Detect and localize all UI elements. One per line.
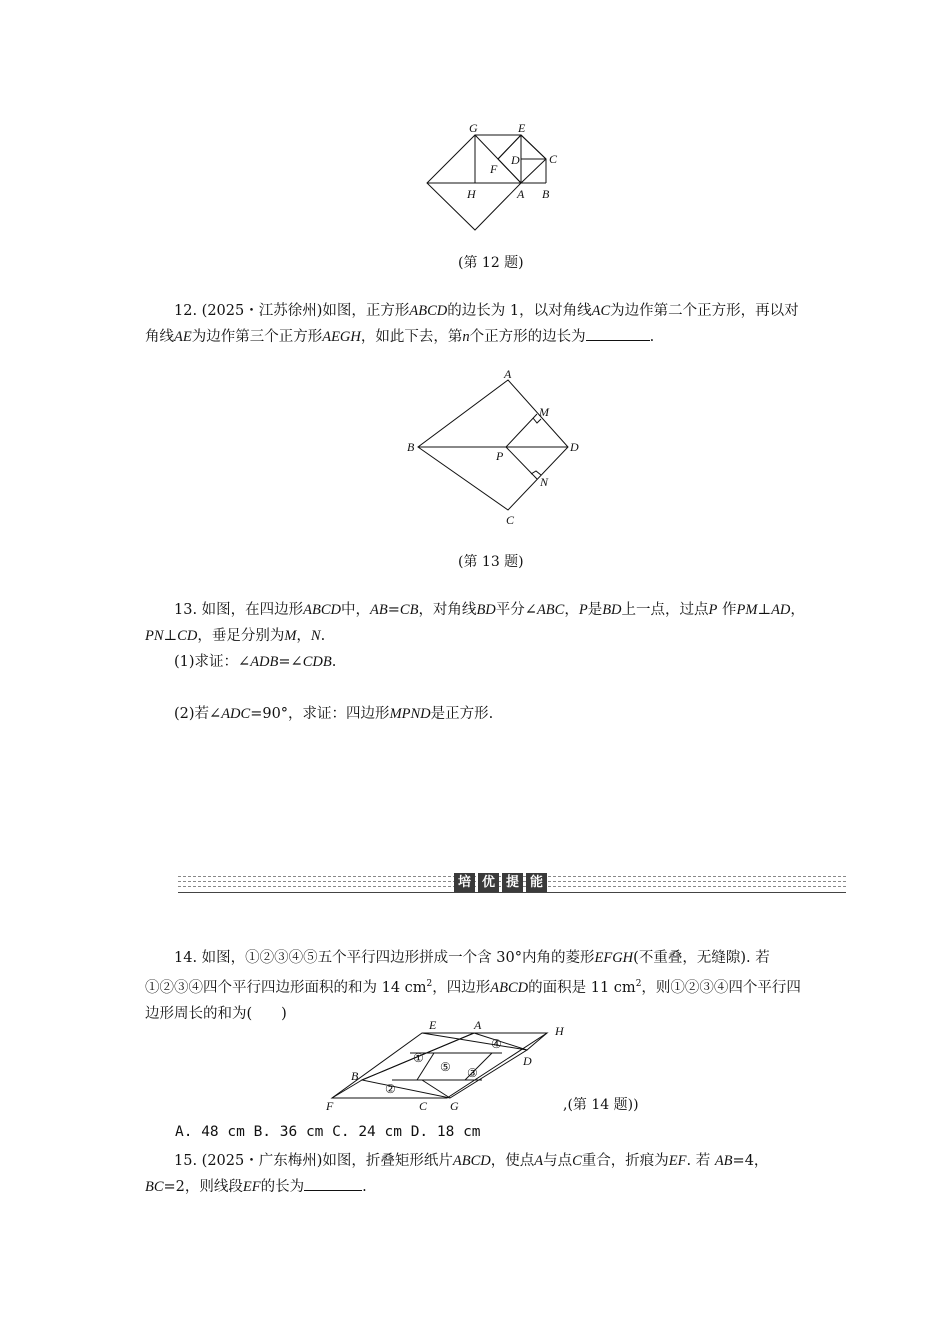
q12-name: n — [462, 329, 470, 345]
q13-name: CD — [177, 628, 198, 644]
figure-14-diagram — [322, 1018, 572, 1116]
label-e: E — [429, 1018, 437, 1032]
q13-part-2 — [145, 701, 810, 727]
q13-name: ABCD — [303, 602, 342, 618]
label-n: N — [540, 475, 549, 489]
q13-text: ， — [296, 628, 311, 644]
q13-name: PM — [736, 602, 758, 618]
section-title-char: 提 — [502, 873, 523, 892]
label-f: F — [490, 162, 498, 176]
q13-name: ABC — [536, 602, 565, 618]
figure-13 — [400, 370, 585, 530]
q13-part-1 — [145, 649, 810, 675]
q13-name: BD — [476, 602, 496, 618]
q13-name: AB — [370, 602, 388, 618]
figure-12 — [415, 118, 565, 236]
q15-end: . — [362, 1179, 367, 1195]
region-5-label: ⑤ — [440, 1060, 451, 1074]
q13-text: ，对角线 — [418, 602, 477, 618]
region-2-label: ② — [385, 1082, 396, 1096]
q13-text: . — [320, 628, 326, 644]
q13-text: ， — [564, 602, 579, 618]
section-title — [454, 873, 547, 892]
figure-12-diagram — [415, 118, 565, 236]
label-c: C — [419, 1099, 428, 1113]
label-h: H — [555, 1024, 564, 1038]
q12-text: 的边长为 1，以对角线 — [447, 303, 592, 319]
q15-name: AB — [714, 1153, 733, 1169]
label-d: D — [511, 153, 520, 167]
q13-part1-text: . — [331, 654, 337, 670]
q13-name: CB — [399, 602, 419, 618]
q13-text: ， — [790, 602, 805, 618]
q14-name: EFGH — [594, 950, 634, 966]
question-12 — [145, 298, 810, 350]
q13-name: M — [284, 628, 297, 644]
q12-text: 为边作第三个正方形 — [191, 329, 323, 345]
q13-text: 如图，在四边形 — [201, 602, 304, 618]
q13-part1-name: CDB — [302, 654, 332, 670]
q13-part2-name: MPND — [389, 706, 431, 722]
q14-number: 14. — [174, 950, 198, 966]
q12-source: (2025・江苏徐州)如图，正方形 — [201, 303, 410, 319]
q15-name: ABCD — [452, 1153, 491, 1169]
q13-text: 中， — [341, 602, 371, 618]
q12-name: AC — [591, 303, 611, 319]
section-rule — [178, 892, 846, 893]
q13-part2-text: 是正方形. — [430, 706, 494, 722]
q15-text: . 若 — [686, 1153, 711, 1169]
q12-text: 为边作第二个正方形，再以对角线 — [145, 303, 799, 345]
label-a: A — [474, 1018, 482, 1032]
q14-text: ，则①②③④四个平行四边形周长的和为( ) — [145, 979, 801, 1022]
q15-name: A — [534, 1153, 544, 1169]
q14-name: ABCD — [490, 979, 529, 996]
q13-part2-text: =90°，求证：四边形 — [250, 706, 390, 722]
q12-text: ，如此下去，第 — [360, 329, 463, 345]
label-a: A — [504, 370, 512, 381]
q15-text: =2，则线段 — [163, 1179, 243, 1195]
q13-part2-text: (2)若∠ — [174, 706, 222, 722]
q13-text: = — [387, 602, 400, 618]
label-c: C — [549, 152, 558, 166]
q14-options: A. 48 cm B. 36 cm C. 24 cm D. 18 cm — [175, 1124, 481, 1140]
q13-name: PN — [145, 628, 164, 644]
q15-text: 与点 — [543, 1153, 573, 1169]
q14-superscript: 2 — [426, 979, 433, 989]
q13-name: P — [708, 602, 718, 618]
q13-part1-text: (1)求证：∠ — [174, 654, 251, 670]
q13-text: ⊥ — [163, 628, 178, 644]
figure-12-caption: (第 12 题) — [458, 255, 524, 271]
q14-text: (不重叠，无缝隙). 若①②③④四个平行四边形面积的和为 14 cm — [145, 950, 770, 996]
answer-blank[interactable] — [586, 326, 650, 341]
region-1-label: ① — [413, 1051, 424, 1065]
label-g: G — [450, 1099, 459, 1113]
q13-text: 是 — [587, 602, 603, 618]
q13-text: 平分∠ — [495, 602, 537, 618]
q13-text: ，垂足分别为 — [197, 628, 285, 644]
label-d: D — [523, 1054, 532, 1068]
q15-name: EF — [668, 1153, 687, 1169]
label-p: P — [496, 449, 504, 463]
label-f: F — [326, 1099, 334, 1113]
question-14 — [145, 945, 810, 1027]
q12-name: AE — [174, 329, 192, 345]
q15-name: EF — [242, 1179, 261, 1195]
figure-14 — [322, 1018, 572, 1116]
answer-blank[interactable] — [304, 1176, 362, 1191]
q15-name: C — [572, 1153, 582, 1169]
label-b: B — [407, 440, 415, 454]
q14-text: 如图，①②③④⑤五个平行四边形拼成一个含 30°内角的菱形 — [201, 950, 595, 966]
q13-number: 13. — [174, 602, 198, 618]
q15-source: (2025・广东梅州)如图，折叠矩形纸片 — [201, 1153, 453, 1169]
q13-text: ⊥ — [757, 602, 772, 618]
q13-name: BD — [602, 602, 622, 618]
q15-text: 重合，折痕为 — [581, 1153, 669, 1169]
q15-text: =4， — [732, 1153, 769, 1169]
section-title-char: 培 — [454, 873, 475, 892]
q14-text: 的面积是 11 cm — [528, 979, 636, 996]
figure-13-diagram — [400, 370, 585, 530]
figure-13-caption: (第 13 题) — [458, 554, 524, 570]
q13-name: N — [310, 628, 321, 644]
q13-part2-name: ADC — [221, 706, 251, 722]
label-c: C — [506, 513, 515, 527]
q15-number: 15. — [174, 1153, 198, 1169]
label-g: G — [469, 121, 478, 135]
label-e: E — [518, 121, 526, 135]
section-header — [178, 873, 846, 893]
q13-name: AD — [771, 602, 791, 618]
label-h: H — [467, 187, 476, 201]
region-3-label: ③ — [467, 1066, 478, 1080]
q15-text: ，使点 — [490, 1153, 535, 1169]
question-13 — [145, 597, 810, 727]
q13-part1-text: =∠ — [278, 654, 303, 670]
q15-name: BC — [145, 1179, 164, 1195]
q14-superscript: 2 — [635, 979, 642, 989]
section-title-char: 优 — [478, 873, 499, 892]
q13-text: 上一点，过点 — [621, 602, 709, 618]
label-b: B — [351, 1069, 359, 1083]
label-b: B — [542, 187, 550, 201]
label-d: D — [570, 440, 579, 454]
q12-text: 个正方形的边长为 — [469, 329, 586, 345]
figure-14-caption: ,(第 14 题)) — [563, 1097, 639, 1113]
q12-name: ABCD — [409, 303, 448, 319]
q12-end: . — [649, 329, 655, 345]
q13-part1-name: ADB — [250, 654, 279, 670]
q14-text: ，四边形 — [432, 979, 491, 996]
region-4-label: ④ — [491, 1037, 502, 1051]
q13-name: P — [578, 602, 588, 618]
label-m: M — [539, 405, 549, 419]
q12-number: 12. — [174, 303, 198, 319]
label-a: A — [517, 187, 525, 201]
q13-text: 作 — [722, 602, 737, 618]
q15-text: 的长为 — [260, 1179, 305, 1195]
section-title-char: 能 — [526, 873, 547, 892]
q12-name: AEGH — [322, 329, 361, 345]
question-15 — [145, 1148, 810, 1200]
